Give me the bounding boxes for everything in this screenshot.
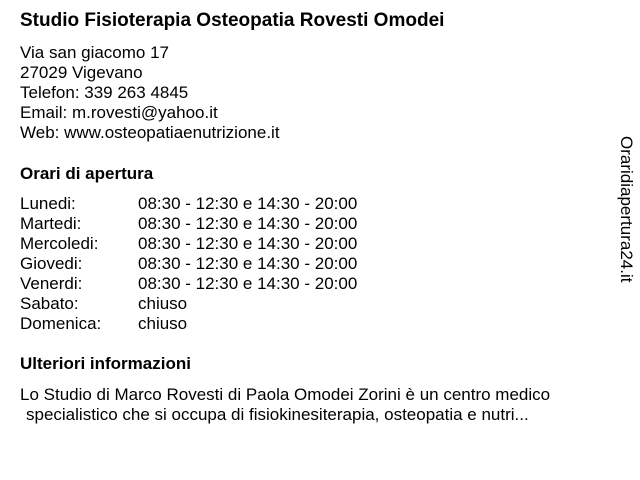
opening-hours-table bbox=[20, 194, 357, 334]
hours-row-friday bbox=[20, 274, 357, 294]
phone-number: Telefon: 339 263 4845 bbox=[20, 83, 189, 102]
day-label: Lunedi: bbox=[20, 194, 76, 213]
more-info-heading: Ulteriori informazioni bbox=[20, 354, 191, 373]
website-address: Web: www.osteopatiaenutrizione.it bbox=[20, 123, 280, 142]
day-label: Domenica: bbox=[20, 314, 102, 333]
day-label: Sabato: bbox=[20, 294, 79, 313]
hours-row-wednesday bbox=[20, 234, 357, 254]
page-title: Studio Fisioterapia Osteopatia Rovesti Omodei bbox=[20, 10, 445, 31]
hours-row-sunday bbox=[20, 314, 357, 334]
day-label: Martedi: bbox=[20, 214, 82, 233]
day-hours: chiuso bbox=[138, 294, 188, 313]
address-city: 27029 Vigevano bbox=[20, 63, 143, 82]
day-label: Venerdi: bbox=[20, 274, 83, 293]
day-hours: 08:30 - 12:30 e 14:30 - 20:00 bbox=[138, 214, 358, 233]
hours-row-thursday bbox=[20, 254, 357, 274]
opening-hours-heading: Orari di apertura bbox=[20, 164, 154, 183]
day-label: Giovedi: bbox=[20, 254, 83, 273]
description-line: specialistico che si occupa di fisiokinesiterapia, osteopatia e nutri... bbox=[26, 405, 529, 424]
site-watermark: Oraridiapertura24.it bbox=[617, 136, 636, 283]
hours-row-tuesday bbox=[20, 214, 357, 234]
day-hours: 08:30 - 12:30 e 14:30 - 20:00 bbox=[138, 234, 358, 253]
email-address: Email: m.rovesti@yahoo.it bbox=[20, 103, 218, 122]
day-hours: 08:30 - 12:30 e 14:30 - 20:00 bbox=[138, 274, 358, 293]
day-hours: 08:30 - 12:30 e 14:30 - 20:00 bbox=[138, 194, 358, 213]
day-hours: chiuso bbox=[138, 314, 188, 333]
day-hours: 08:30 - 12:30 e 14:30 - 20:00 bbox=[138, 254, 358, 273]
day-label: Mercoledi: bbox=[20, 234, 99, 253]
description-line: Lo Studio di Marco Rovesti di Paola Omodei Zorini è un centro medico bbox=[20, 385, 551, 404]
hours-row-saturday bbox=[20, 294, 357, 314]
address-street: Via san giacomo 17 bbox=[20, 43, 170, 62]
contact-block bbox=[20, 43, 280, 143]
hours-row-monday bbox=[20, 194, 357, 214]
description-text bbox=[20, 385, 630, 425]
